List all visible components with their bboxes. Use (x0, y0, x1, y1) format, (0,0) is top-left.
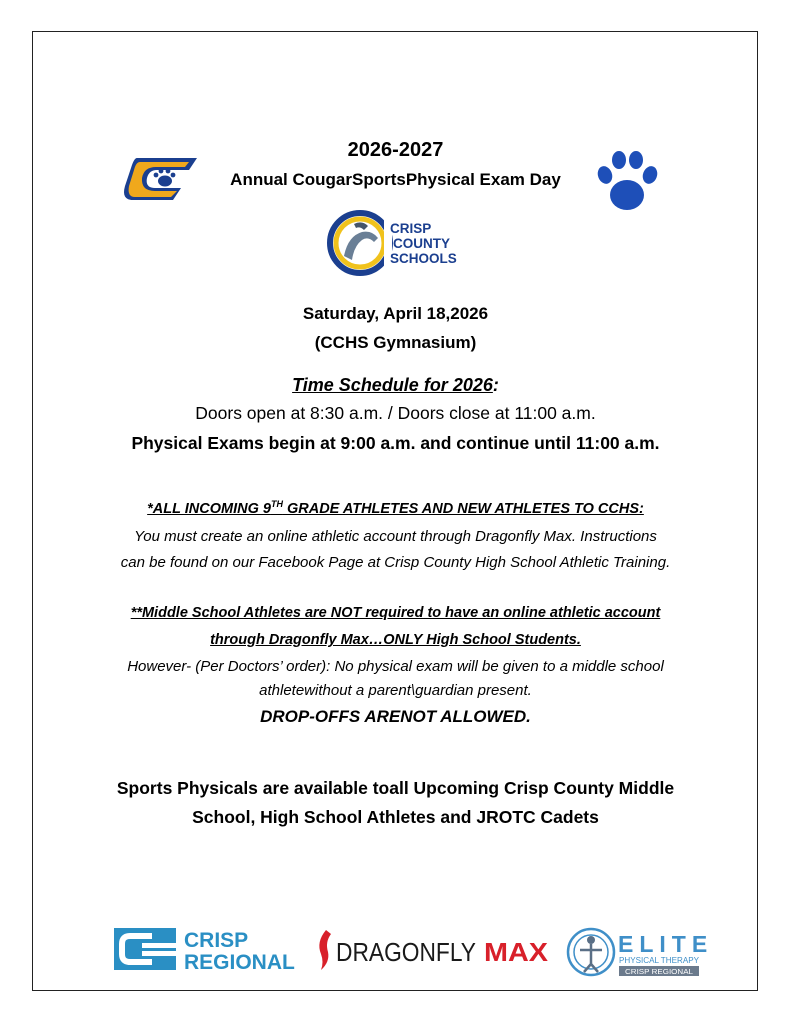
doctors-order-line-2: athletewithout a parent\guardian present. (259, 682, 532, 699)
new-athletes-heading-a: *ALL INCOMING 9 (147, 501, 271, 517)
grade-superscript: TH (270, 499, 283, 509)
availability-line-1: Sports Physicals are available toall Upcoming Crisp County Middle (116, 778, 675, 798)
availability-line-2: School, High School Athletes and JROTC Cadets (192, 807, 599, 827)
event-date: Saturday, April 18,2026 (302, 304, 489, 323)
crisp-regional-word-1: CRISP (184, 929, 249, 952)
event-title: Annual CougarSportsPhysical Exam Day (230, 170, 561, 189)
crisp-regional-word-2: REGIONAL (184, 951, 295, 974)
schedule-heading-text: Time Schedule for 2026 (292, 375, 493, 395)
elite-tagline: CRISP REGIONAL (625, 969, 694, 976)
logo-word-county: COUNTY (393, 236, 450, 251)
middle-school-notice-line-2: through Dragonfly Max…ONLY High School Students. (210, 632, 581, 648)
elite-physical-therapy-logo (566, 926, 714, 978)
new-athletes-line-1: You must create an online athletic account through Dragonfly Max. Instructions (134, 528, 657, 545)
elite-subtitle: PHYSICAL THERAPY (619, 956, 700, 965)
logo-word-crisp: CRISP (390, 221, 432, 236)
years-heading: 2026-2027 (347, 139, 444, 161)
exam-times: Physical Exams begin at 9:00 a.m. and continue until 11:00 a.m. (131, 433, 660, 453)
elite-word: ELITE (618, 931, 714, 957)
logo-word-schools: SCHOOLS (390, 251, 457, 266)
event-location: (CCHS Gymnasium) (314, 333, 477, 352)
new-athletes-heading-b: GRADE ATHLETES AND NEW ATHLETES TO CCHS: (282, 501, 644, 517)
doctors-order-line-1: However- (Per Doctors’ order): No physical exam will be given to a middle school (127, 658, 664, 675)
doors-times: Doors open at 8:30 a.m. / Doors close at 11:00 a.m. (195, 403, 596, 423)
max-word: MAX (484, 937, 549, 967)
schedule-heading (0, 375, 791, 396)
dropoff-warning: DROP-OFFS ARENOT ALLOWED. (260, 707, 531, 726)
crisp-county-schools-logo (328, 206, 464, 280)
new-athletes-heading (0, 501, 791, 517)
new-athletes-line-2: can be found on our Facebook Page at Crisp County High School Athletic Training. (120, 554, 671, 571)
dragonfly-word: DRAGONFLY (336, 937, 476, 967)
dragonfly-max-logo (312, 924, 552, 974)
middle-school-notice-line-1: **Middle School Athletes are NOT required to have an online athletic account (130, 605, 661, 621)
crisp-regional-logo (112, 922, 295, 976)
schedule-heading-colon: : (492, 375, 499, 395)
